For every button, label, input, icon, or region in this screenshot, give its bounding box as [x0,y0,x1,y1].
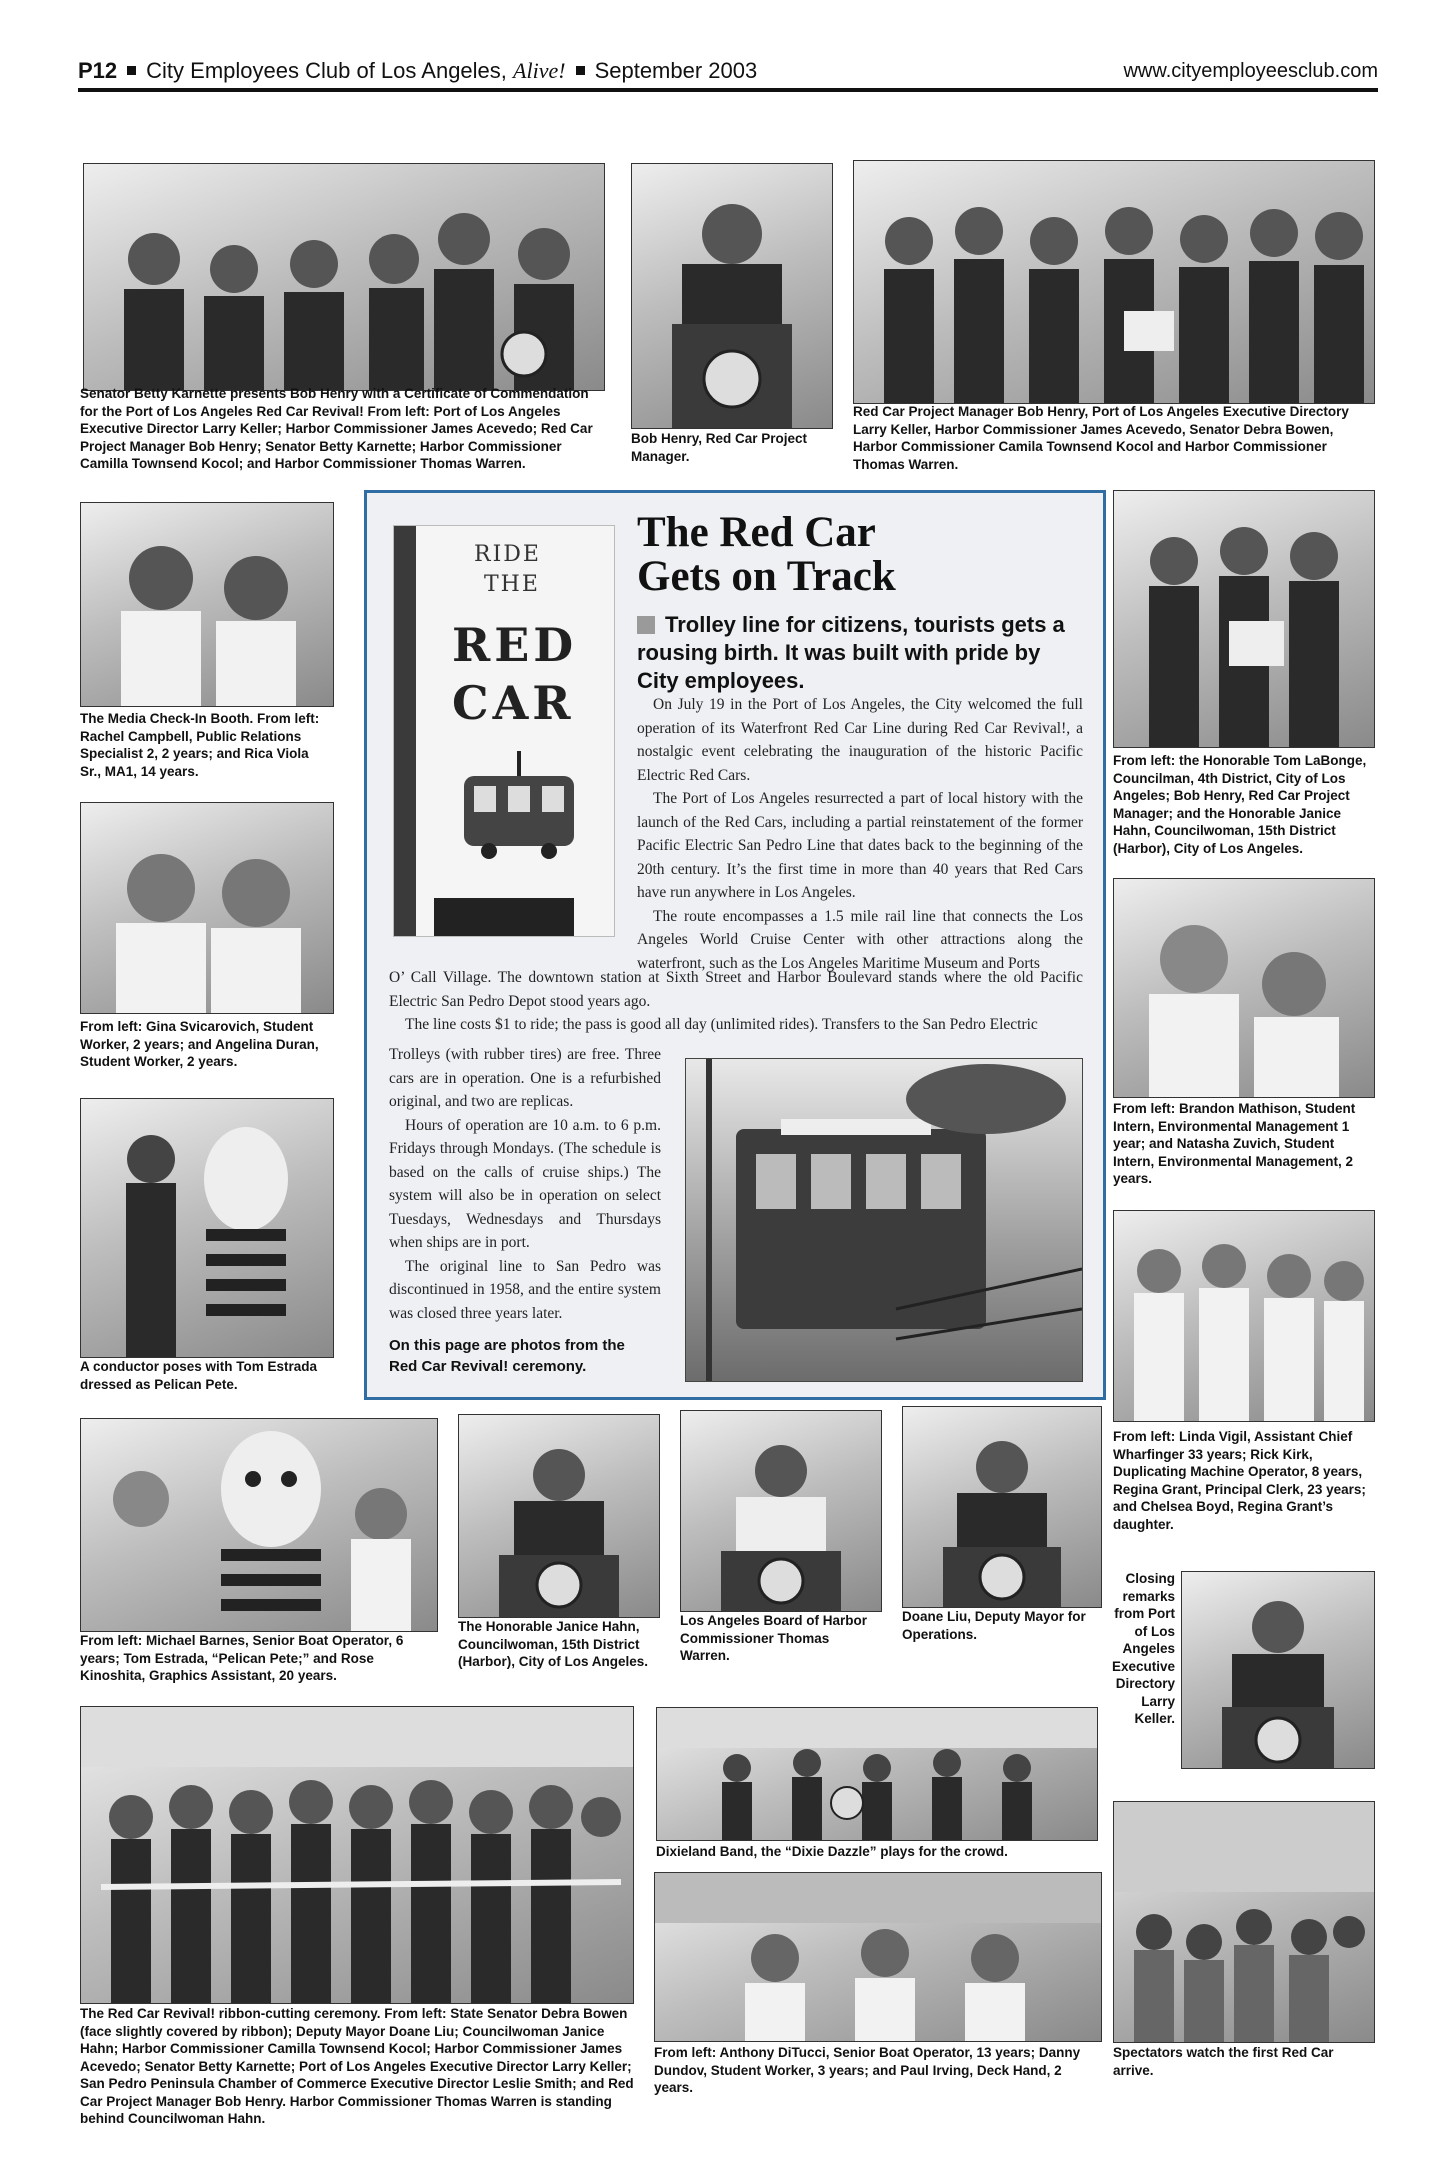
sign-text-the: THE [484,572,540,597]
club-name: City Employees Club of Los Angeles, [146,58,507,83]
issue-date: September 2003 [594,58,758,83]
photo-media-booth [80,502,334,707]
sign-text-ride: RIDE [474,542,541,567]
caption-janice-hahn: The Honorable Janice Hahn, Councilwoman, 15th District (Harbor), City of Los Angeles. [458,1619,649,1669]
sign-bottom-band [434,898,574,936]
photo-group-red-car-officials [853,160,1375,404]
deck-text: Trolley line for citizens, tourists gets a rousing birth. It was built with pride by City employees. [637,612,1065,693]
sign-pole [394,526,416,936]
photo-janice-hahn [458,1414,660,1618]
caption-vigil-kirk-grant: From left: Linda Vigil, Assistant Chief Wharfinger 33 years; Rick Kirk, Duplicating Machine Operator, 8 years, Regina Grant, Principal Clerk, 23 years; and Chelsea Boyd, Regina Grant’s daughter. [1113,1429,1366,1532]
caption-boat-operators: From left: Anthony DiTucci, Senior Boat Operator, 13 years; Danny Dundov, Student Worker, 3 years; and Paul Irving, Deck Hand, 2 years. [654,2045,1081,2095]
caption-bob-henry: Bob Henry, Red Car Project Manager. [631,431,808,464]
photo-labonge-henry-hahn [1113,490,1375,748]
paragraph-2: The Port of Los Angeles resurrected a part of local history with the launch of the Red Cars, including a partial reinstatement of the former Pacific Electric San Pedro Line that dates back to the beginning of the 20th century. It’s the first time in more than 40 years that Red Cars have run anywhere in Los Angeles. [637,790,1083,901]
headline-line-1: The Red Car [637,509,876,556]
masthead [78,58,757,84]
headline-line-2: Gets on Track [637,553,896,600]
caption-thomas-warren: Los Angeles Board of Harbor Commissioner Thomas Warren. [680,1613,868,1663]
square-bullet-icon [637,616,655,634]
photo-larry-keller [1181,1571,1375,1769]
paragraph-4-cont: Trolleys (with rubber tires) are free. Three cars are in operation. One is a refurbished original, and two are replicas. [389,1046,661,1110]
endnote: On this page are photos from the Red Car Revival! ceremony. [389,1337,625,1375]
magazine-name: Alive! [513,58,566,83]
article-body-top [637,693,1083,975]
website-link[interactable]: www.cityemployeesclub.com [1123,60,1378,82]
photo-dixieland-band [656,1707,1098,1841]
photo-vigil-kirk-grant [1113,1210,1375,1422]
photo-barnes-pelican-kinoshita [80,1418,438,1632]
photo-boat-operators [654,1872,1102,2042]
caption-ribbon-cutting: The Red Car Revival! ribbon-cutting ceremony. From left: State Senator Debra Bowen (face slightly covered by ribbon); Deputy Mayor Doane Liu; Councilwoman Janice Hahn; Harbor Commissioner Camilla Townsend Kocol; Harbor Commissioner James Acevedo; Senator Betty Karnette; Port of Los Angeles Executive Director Larry Keller; San Pedro Peninsula Chamber of Commerce Executive Director Leslie Smith; and Red Car Project Manager Bob Henry. Harbor Commissioner Thomas Warren is standing behind Councilwoman Hahn. [80,2006,634,2126]
caption-doane-liu: Doane Liu, Deputy Mayor for Operations. [902,1609,1086,1642]
trolley-icon [454,751,584,861]
photo-bob-henry [631,163,833,429]
bullet-icon [576,66,585,75]
story-box [364,490,1106,1400]
caption-certificate: Senator Betty Karnette presents Bob Henry with a Certificate of Commendation for the Port of Los Angeles Red Car Revival! From left: Port of Los Angeles Executive Director Larry Keller; Harbor Commissioner James Acevedo; Red Car Project Manager Bob Henry; Senator Betty Karnette; Harbor Commissioner Camilla Townsend Kocol; and Harbor Commissioner Thomas Warren. [80,386,593,471]
caption-student-workers: From left: Gina Svicarovich, Student Worker, 2 years; and Angelina Duran, Student Worker, 2 years. [80,1019,319,1069]
paragraph-5: Hours of operation are 10 a.m. to 6 p.m. Fridays through Mondays. (The schedule is based on the calls of cruise ships.) The system will also be in operation on select Tuesdays, Wednesdays and Thursdays when ships are in port. [389,1116,661,1251]
photo-environmental-interns [1113,878,1375,1098]
photo-doane-liu [902,1406,1102,1608]
page-number: P12 [78,58,118,83]
sign-text-car: CAR [452,676,575,730]
paragraph-4: The line costs $1 to ride; the pass is good all day (unlimited rides). Transfers to the San Pedro Electric [405,1016,1038,1033]
caption-dixieland-band: Dixieland Band, the “Dixie Dazzle” plays for the crowd. [656,1844,1008,1859]
paragraph-6: The original line to San Pedro was discontinued in 1958, and the entire system was closed three years later. [389,1257,661,1322]
bullet-icon [127,66,136,75]
sign-text-red: RED [452,618,578,672]
headline [637,511,1077,599]
caption-barnes-pelican-kinoshita: From left: Michael Barnes, Senior Boat Operator, 6 years; Tom Estrada, “Pelican Pete;” and Rose Kinoshita, Graphics Assistant, 20 years. [80,1633,404,1683]
photo-student-workers [80,802,334,1014]
caption-closing-remarks: Closing remarks from Port of Los Angeles Executive Directory Larry Keller. [1111,1571,1175,1726]
caption-conductor-pelican: A conductor poses with Tom Estrada dressed as Pelican Pete. [80,1359,318,1392]
caption-media-booth: The Media Check-In Booth. From left: Rachel Campbell, Public Relations Specialist 2, 2 years; and Rica Viola Sr., MA1, 14 years. [80,711,320,779]
paragraph-3: The route encompasses a 1.5 mile rail line that connects the Los Angeles World Cruise Center with other attractions along the waterfront, such as the Los Angeles Maritime Museum and Ports [637,907,1083,972]
paragraph-3-cont: O’ Call Village. The downtown station at Sixth Street and Harbor Boulevard stands where the old Pacific Electric San Pedro Depot stood years ago. [389,969,1083,1010]
caption-labonge-henry-hahn: From left: the Honorable Tom LaBonge, Councilman, 4th District, City of Los Angeles; Bob Henry, Red Car Project Manager; and the Honorable Janice Hahn, Councilwoman, 15th District (Harbor), City of Los Angeles. [1113,753,1367,856]
caption-spectators: Spectators watch the first Red Car arrive. [1113,2045,1334,2078]
photo-ribbon-cutting [80,1706,634,2004]
caption-group-officials: Red Car Project Manager Bob Henry, Port of Los Angeles Executive Directory Larry Keller, Harbor Commissioner James Acevedo, Senator Debra Bowen, Harbor Commissioner Camila Townsend Kocol and Harbor Commissioner Thomas Warren. [853,404,1349,472]
caption-environmental-interns: From left: Brandon Mathison, Student Intern, Environmental Management 1 year; and Natasha Zuvich, Student Intern, Environmental Management, 2 years. [1113,1101,1356,1186]
deck [637,611,1087,695]
header-rule [78,88,1378,92]
photo-spectators [1113,1801,1375,2043]
photo-thomas-warren [680,1410,882,1612]
article-body-narrow [389,1043,661,1325]
red-car-sign-photo [393,525,615,937]
photo-conductor-pelican [80,1098,334,1358]
photo-red-car-trolley [685,1058,1083,1382]
article-body-wide [389,966,1083,1037]
photo-certificate-presentation [83,163,605,391]
paragraph-1: On July 19 in the Port of Los Angeles, the City welcomed the full operation of its Waterfront Red Car Line during Red Car Revival!, a nostalgic event celebrating the inauguration of the historic Pacific Electric Red Cars. [637,696,1083,784]
